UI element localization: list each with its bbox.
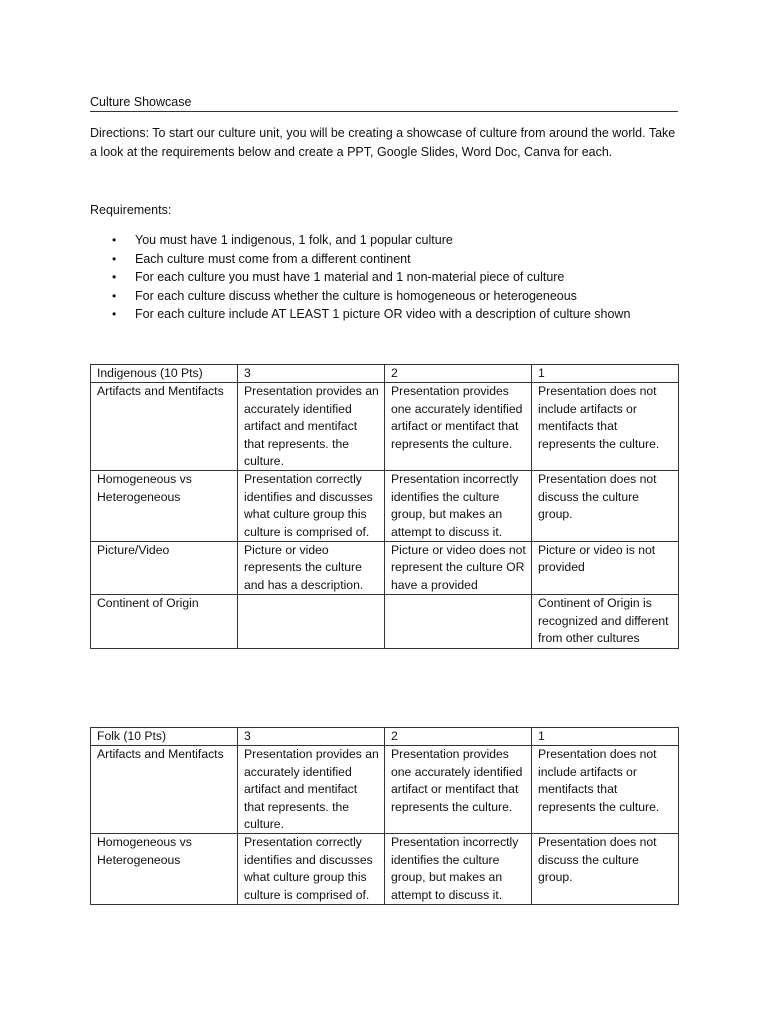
table-cell: Presentation provides one accurately identified artifact or mentifact that represents the culture.	[385, 383, 532, 471]
requirements-heading: Requirements:	[90, 203, 172, 217]
table-cell: 1	[532, 728, 679, 746]
table-header-row	[91, 728, 679, 746]
table-row	[91, 542, 679, 595]
requirement-item: • For each culture discuss whether the culture is homogeneous or heterogeneous	[90, 287, 630, 306]
table-cell: Homogeneous vs Heterogeneous	[91, 471, 238, 542]
table-cell: Presentation does not discuss the culture group.	[532, 834, 679, 905]
table-cell: Presentation does not include artifacts or mentifacts that represents the culture.	[532, 383, 679, 471]
table-cell: Picture or video represents the culture and has a description.	[238, 542, 385, 595]
table-cell: Presentation provides an accurately identified artifact and mentifact that represents. the culture.	[238, 746, 385, 834]
table-cell	[385, 595, 532, 648]
table-cell: Presentation does not include artifacts or mentifacts that represents the culture.	[532, 746, 679, 834]
requirement-item: • You must have 1 indigenous, 1 folk, and 1 popular culture	[90, 231, 630, 250]
requirement-item: • Each culture must come from a different continent	[90, 250, 630, 269]
requirements-list	[90, 231, 630, 324]
document-title: Culture Showcase	[90, 95, 192, 109]
table-cell: Presentation provides one accurately identified artifact or mentifact that represents the culture.	[385, 746, 532, 834]
table-cell: Continent of Origin is recognized and different from other cultures	[532, 595, 679, 648]
directions-text: Directions: To start our culture unit, you will be creating a showcase of culture from around the world. Take a look at the requirements below and create a PPT, Google Slides, Word Doc, Canva for each.	[90, 126, 676, 159]
table-cell: Presentation correctly identifies and discusses what culture group this culture is comprised of.	[238, 834, 385, 905]
table-cell: Picture/Video	[91, 542, 238, 595]
table-cell: Artifacts and Mentifacts	[91, 746, 238, 834]
table-cell	[238, 595, 385, 648]
table-header-row	[91, 365, 679, 383]
table-row	[91, 746, 679, 834]
table-cell: Presentation correctly identifies and discusses what culture group this culture is comprised of.	[238, 471, 385, 542]
bullet-icon: •	[112, 251, 117, 266]
table-cell: 2	[385, 365, 532, 383]
requirement-item: • For each culture include AT LEAST 1 picture OR video with a description of culture shown	[90, 305, 630, 324]
bullet-icon: •	[112, 270, 117, 284]
folk-rubric-table	[90, 727, 679, 905]
bullet-icon: •	[112, 307, 117, 321]
bullet-icon: •	[112, 233, 117, 247]
table-cell: Presentation incorrectly identifies the culture group, but makes an attempt to discuss it.	[385, 471, 532, 542]
title-underline	[90, 111, 678, 112]
table-cell: Picture or video does not represent the culture OR have a provided	[385, 542, 532, 595]
requirement-item: • For each culture you must have 1 material and 1 non-material piece of culture	[90, 268, 630, 287]
table-cell: Homogeneous vs Heterogeneous	[91, 834, 238, 905]
table-row	[91, 595, 679, 648]
table-cell: Presentation provides an accurately identified artifact and mentifact that represents. the culture.	[238, 383, 385, 471]
table-cell: 2	[385, 728, 532, 746]
table-cell: Indigenous (10 Pts)	[91, 365, 238, 383]
table-row	[91, 383, 679, 471]
table-cell: 3	[238, 365, 385, 383]
table-row	[91, 471, 679, 542]
table-cell: Picture or video is not provided	[532, 542, 679, 595]
table-cell: 3	[238, 728, 385, 746]
table-cell: Continent of Origin	[91, 595, 238, 648]
bullet-icon: •	[112, 288, 117, 303]
table-cell: Artifacts and Mentifacts	[91, 383, 238, 471]
table-row	[91, 834, 679, 905]
table-cell: 1	[532, 365, 679, 383]
table-cell: Folk (10 Pts)	[91, 728, 238, 746]
table-cell: Presentation does not discuss the culture group.	[532, 471, 679, 542]
table-cell: Presentation incorrectly identifies the culture group, but makes an attempt to discuss it.	[385, 834, 532, 905]
indigenous-rubric-table	[90, 364, 679, 649]
